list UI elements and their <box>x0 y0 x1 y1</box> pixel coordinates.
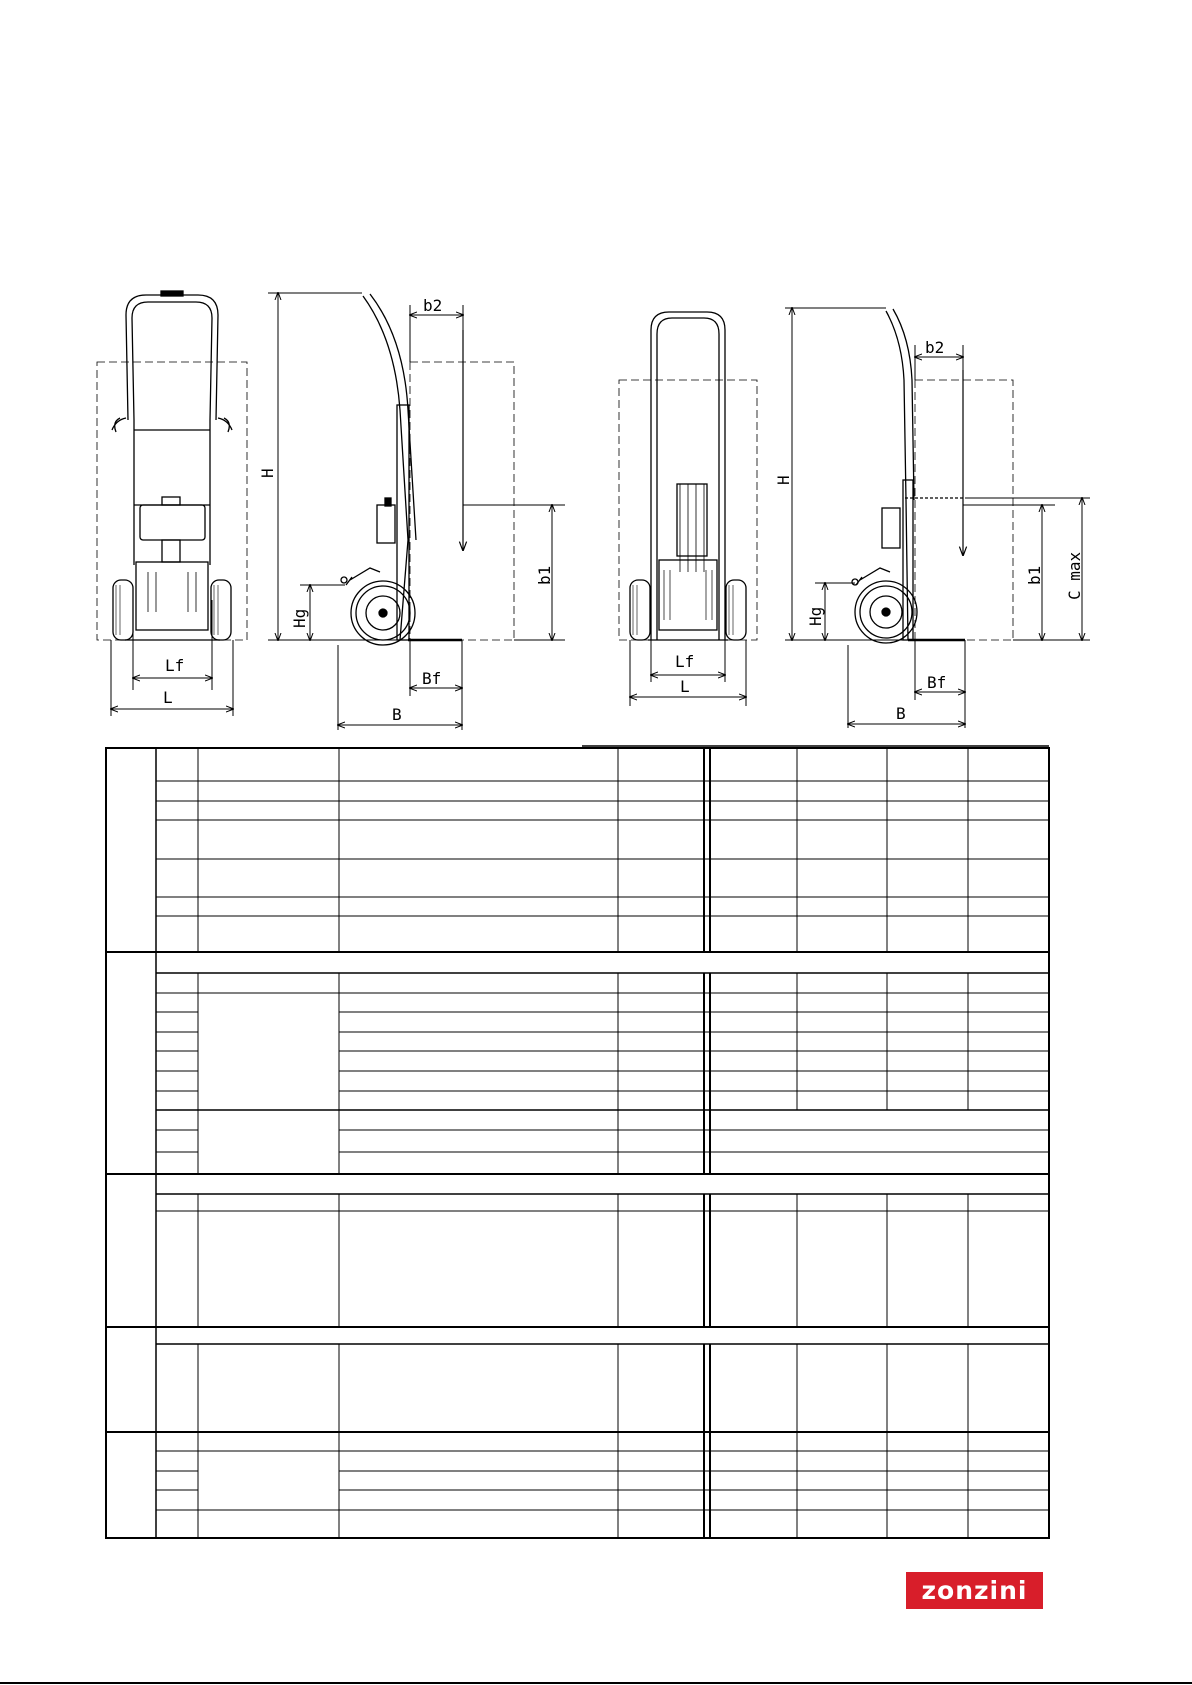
height-label-2: H <box>774 475 793 485</box>
fork-length-label-2: Bf <box>927 673 947 692</box>
height-label-1: H <box>258 468 277 478</box>
backrest-offset-label-1: b2 <box>423 296 443 315</box>
width-label: L <box>163 688 173 707</box>
depth-label-1: B <box>392 705 402 724</box>
page-bottom-rule <box>0 1682 1192 1684</box>
brand-logo <box>906 1572 1043 1609</box>
wheelbase-label: Lf <box>165 656 185 675</box>
fork-length-label-1: Bf <box>422 669 442 688</box>
backrest-offset-label-2: b2 <box>925 338 945 357</box>
brand-logo-text: zonzini <box>921 1576 1028 1605</box>
width-label-2: L <box>680 677 690 696</box>
max-load-height-label: C max <box>1065 551 1084 600</box>
load-center-label-2: b1 <box>1025 565 1044 585</box>
wheelbase-label-2: Lf <box>675 652 695 671</box>
depth-label-2: B <box>896 704 906 723</box>
handle-height-label-1: Hg <box>290 608 309 628</box>
load-center-label-1: b1 <box>535 565 554 585</box>
handle-height-label-2: Hg <box>806 606 825 626</box>
